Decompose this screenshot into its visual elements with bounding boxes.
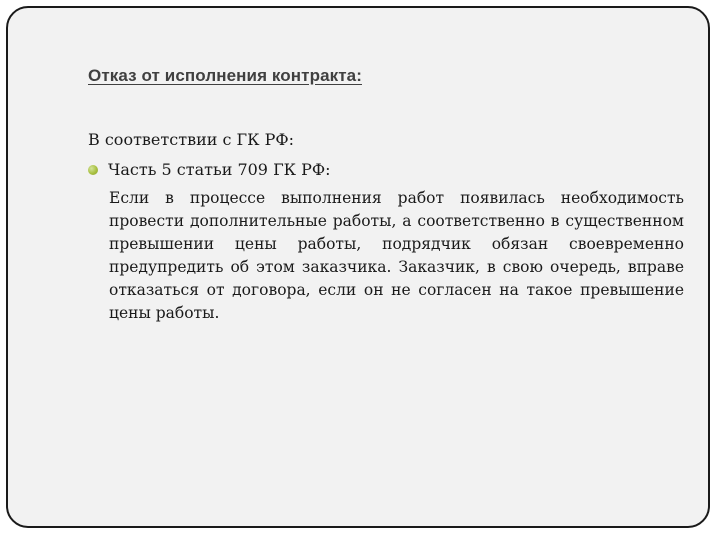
bullet-dot-icon [88,165,98,175]
body-paragraph: Если в процессе выполнения работ появилась необходимость провести дополнительные работы, а соответственно в существенном превышении цены работы, подрядчик обязан своевременно предупредить об этом заказчика. Заказчик, в свою очередь, вправе отказаться от договора, если он не согласен на такое превышение цены работы. [109,189,684,322]
bullet-item [88,159,684,181]
slide-frame [6,6,710,528]
slide-title: Отказ от исполнения контракта: [88,66,362,85]
intro-text: В соответствии с ГК РФ: [88,130,295,149]
bullet-text: Часть 5 статьи 709 ГК РФ: [108,160,331,179]
slide-content [88,129,684,325]
